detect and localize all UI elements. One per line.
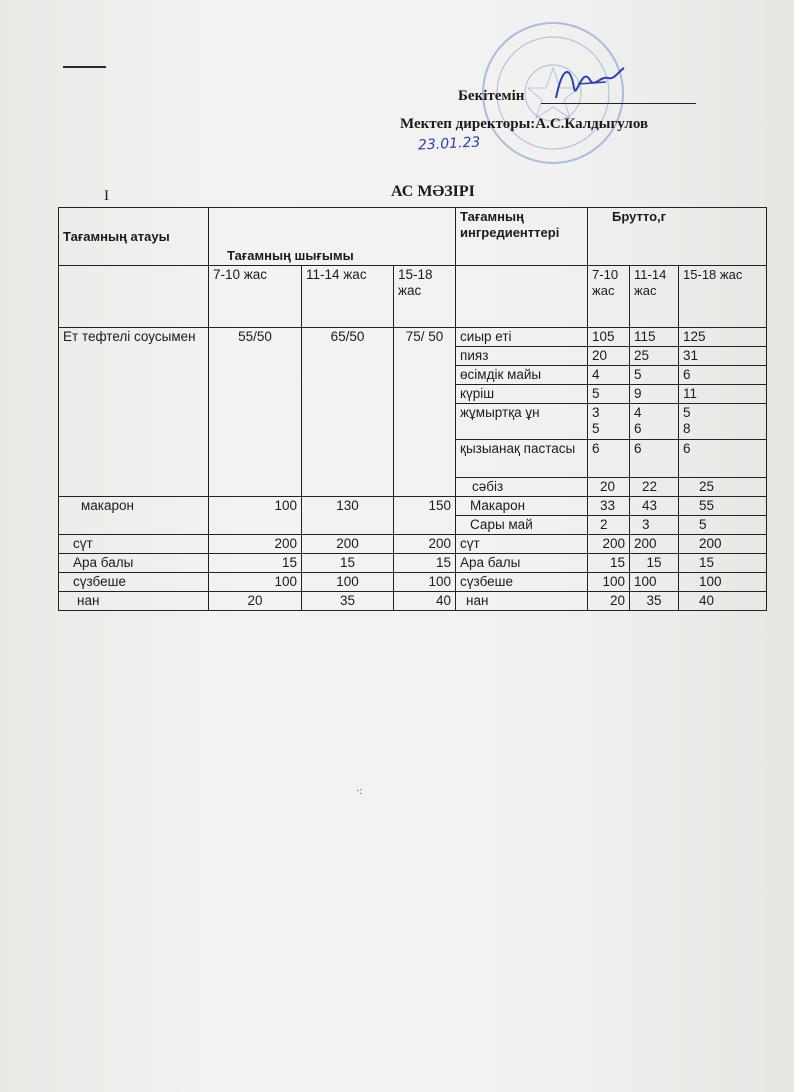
brutto-7-10: 5: [588, 385, 630, 404]
ingredient-name: Ара балы: [456, 554, 588, 573]
brutto-15-18: 6: [679, 366, 767, 385]
dish-name: сүзбеше: [59, 573, 209, 592]
brutto-15-18: 100: [679, 573, 767, 592]
brutto-15-18: 125: [679, 328, 767, 347]
brutto-age-7-10: 7-10 жас: [588, 266, 630, 328]
ingredient-name: сүзбеше: [456, 573, 588, 592]
brutto-15-18: 6: [679, 440, 767, 478]
dish-output-7-10: 55/50: [209, 328, 302, 497]
signature-mark: [548, 58, 628, 108]
brutto-age-15-18: 15-18 жас: [679, 266, 767, 328]
brutto-7-10: 100: [588, 573, 630, 592]
page-title: АС МӘЗІРІ: [391, 183, 475, 200]
ingredient-name: күріш: [456, 385, 588, 404]
brutto-7-10: 200: [588, 535, 630, 554]
brutto-11-14: 9: [630, 385, 679, 404]
menu-table: [58, 207, 767, 611]
brutto-11-14: 200: [630, 535, 679, 554]
brutto-15-18: 25: [679, 478, 767, 497]
dish-output-11-14: 200: [302, 535, 394, 554]
dish-output-7-10: 100: [209, 573, 302, 592]
brutto-15-18: 40: [679, 592, 767, 611]
dish-name: нан: [59, 592, 209, 611]
dish-name: сүт: [59, 535, 209, 554]
age-header-blank: [59, 266, 209, 328]
brutto-7-10: 3 5: [588, 404, 630, 440]
dish-output-15-18: 75/ 50: [394, 328, 456, 497]
ingredient-name: өсімдік майы: [456, 366, 588, 385]
brutto-7-10: 6: [588, 440, 630, 478]
header-brutto: Брутто,г: [588, 208, 767, 266]
ingredient-name: жұмыртқа ұн: [456, 404, 588, 440]
director-line: Мектеп директоры:А.С.Калдыгулов: [400, 116, 649, 132]
brutto-15-18: 5 8: [679, 404, 767, 440]
brutto-11-14: 25: [630, 347, 679, 366]
brutto-11-14: 3: [630, 516, 679, 535]
output-age-11-14: 11-14 жас: [302, 266, 394, 328]
dish-output-15-18: 15: [394, 554, 456, 573]
dish-output-7-10: 200: [209, 535, 302, 554]
output-age-7-10: 7-10 жас: [209, 266, 302, 328]
section-numeral: I: [104, 188, 109, 204]
brutto-15-18: 15: [679, 554, 767, 573]
ingredient-name: сиыр еті: [456, 328, 588, 347]
dish-output-11-14: 65/50: [302, 328, 394, 497]
dish-output-15-18: 150: [394, 497, 456, 535]
ingredient-name: Сары май: [456, 516, 588, 535]
brutto-15-18: 200: [679, 535, 767, 554]
ingredient-age-blank: [456, 266, 588, 328]
ingredient-name: нан: [456, 592, 588, 611]
ingredient-name: қызыанақ пастасы: [456, 440, 588, 478]
handwritten-date: 23.01.23: [417, 134, 481, 154]
brutto-15-18: 11: [679, 385, 767, 404]
dish-output-11-14: 35: [302, 592, 394, 611]
brutto-11-14: 6: [630, 440, 679, 478]
brutto-15-18: 55: [679, 497, 767, 516]
brutto-7-10: 20: [588, 592, 630, 611]
paper-speck: ·:: [356, 786, 363, 797]
dish-name: Ара балы: [59, 554, 209, 573]
dish-name: Ет тефтелі соусымен: [59, 328, 209, 497]
dish-output-7-10: 15: [209, 554, 302, 573]
brutto-7-10: 105: [588, 328, 630, 347]
approve-label: Бекітемін: [458, 88, 525, 104]
brutto-11-14: 43: [630, 497, 679, 516]
brutto-age-11-14: 11-14 жас: [630, 266, 679, 328]
brutto-11-14: 22: [630, 478, 679, 497]
brutto-15-18: 5: [679, 516, 767, 535]
brutto-7-10: 20: [588, 478, 630, 497]
dish-output-7-10: 100: [209, 497, 302, 535]
output-age-15-18: 15-18 жас: [394, 266, 456, 328]
brutto-11-14: 100: [630, 573, 679, 592]
header-ingredients: Тағамның ингредиенттері: [456, 208, 588, 266]
brutto-7-10: 4: [588, 366, 630, 385]
signature-line: [541, 103, 696, 104]
ingredient-name: пияз: [456, 347, 588, 366]
brutto-7-10: 20: [588, 347, 630, 366]
dish-output-15-18: 40: [394, 592, 456, 611]
dish-name: макарон: [59, 497, 209, 535]
dish-output-15-18: 200: [394, 535, 456, 554]
dish-output-11-14: 130: [302, 497, 394, 535]
dish-output-11-14: 15: [302, 554, 394, 573]
brutto-11-14: 15: [630, 554, 679, 573]
brutto-11-14: 5: [630, 366, 679, 385]
dish-output-7-10: 20: [209, 592, 302, 611]
ingredient-name: сәбіз: [456, 478, 588, 497]
ingredient-name: сүт: [456, 535, 588, 554]
dish-output-15-18: 100: [394, 573, 456, 592]
brutto-11-14: 35: [630, 592, 679, 611]
ingredient-name: Макарон: [456, 497, 588, 516]
brutto-7-10: 2: [588, 516, 630, 535]
brutto-11-14: 4 6: [630, 404, 679, 440]
brutto-7-10: 15: [588, 554, 630, 573]
brutto-15-18: 31: [679, 347, 767, 366]
brutto-11-14: 115: [630, 328, 679, 347]
top-left-dash: [63, 66, 106, 68]
brutto-7-10: 33: [588, 497, 630, 516]
header-dish-name: Тағамның атауы: [59, 208, 209, 266]
dish-output-11-14: 100: [302, 573, 394, 592]
header-dish-output: Тағамның шығымы: [209, 208, 456, 266]
